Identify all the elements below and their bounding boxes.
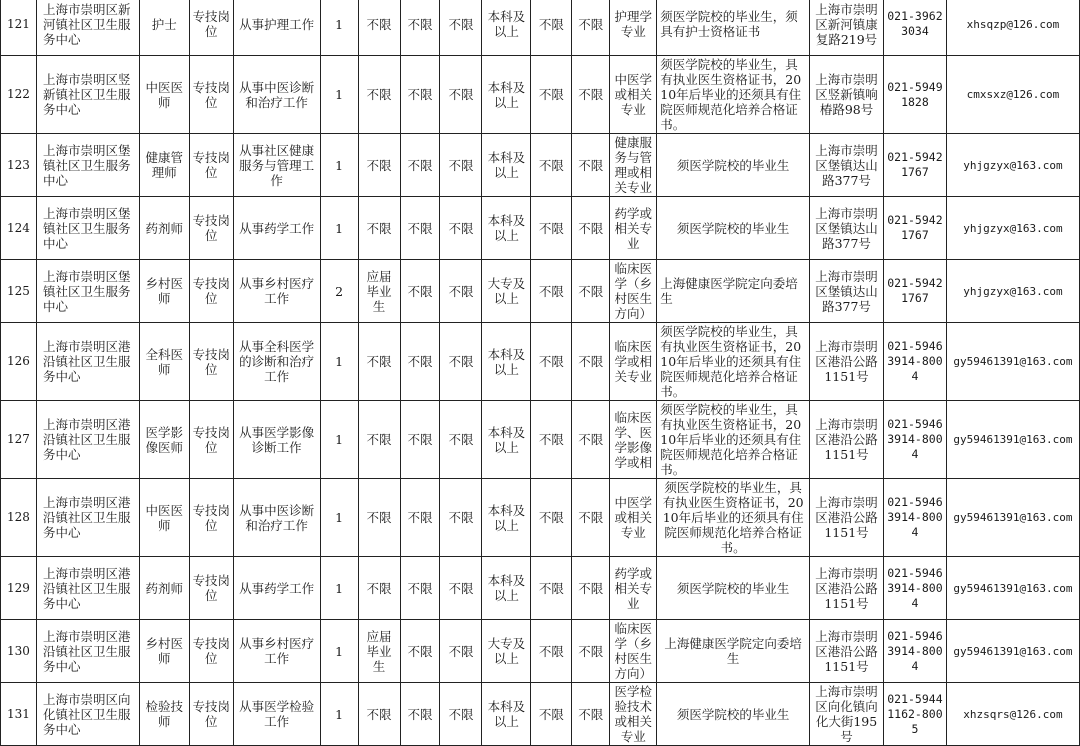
hire-count: 2 <box>320 260 358 323</box>
hire-count: 1 <box>320 323 358 401</box>
contact-address: 上海市崇明区港沿公路1151号 <box>810 479 884 557</box>
employer-unit: 上海市崇明区港沿镇社区卫生服务中心 <box>36 479 139 557</box>
requirement-cell: 应届毕业生 <box>358 260 400 323</box>
row-number: 127 <box>1 401 37 479</box>
job-duty: 从事中医诊断和治疗工作 <box>233 56 320 134</box>
education-level: 大专及以上 <box>482 620 531 683</box>
contact-email[interactable]: xhsqzp@126.com <box>946 0 1079 56</box>
education-level: 大专及以上 <box>482 260 531 323</box>
position-category: 专技岗位 <box>189 134 233 197</box>
row-number: 124 <box>1 197 37 260</box>
contact-address: 上海市崇明区向化镇向化大街195号 <box>810 683 884 746</box>
major-requirement: 药学或相关专业 <box>610 197 657 260</box>
position-name: 药剂师 <box>139 197 189 260</box>
other-requirements: 须医学院校的毕业生 <box>657 683 810 746</box>
major-requirement: 临床医学、医学影像学或相 <box>610 401 657 479</box>
requirement-cell: 不限 <box>400 323 440 401</box>
job-duty: 从事医学检验工作 <box>233 683 320 746</box>
requirement-cell: 不限 <box>358 56 400 134</box>
requirement-cell: 不限 <box>358 683 400 746</box>
major-requirement: 护理学专业 <box>610 0 657 56</box>
employer-unit: 上海市崇明区堡镇社区卫生服务中心 <box>36 260 139 323</box>
requirement-cell: 不限 <box>531 620 572 683</box>
education-level: 本科及以上 <box>482 0 531 56</box>
requirement-cell: 不限 <box>400 401 440 479</box>
job-duty: 从事全科医学的诊断和治疗工作 <box>233 323 320 401</box>
requirement-cell: 不限 <box>572 260 610 323</box>
position-category: 专技岗位 <box>189 479 233 557</box>
position-name: 医学影像医师 <box>139 401 189 479</box>
hire-count: 1 <box>320 134 358 197</box>
position-name: 中医医师 <box>139 479 189 557</box>
employer-unit: 上海市崇明区新河镇社区卫生服务中心 <box>36 0 139 56</box>
requirement-cell: 不限 <box>400 197 440 260</box>
table-row <box>1 620 1080 683</box>
contact-address: 上海市崇明区港沿公路1151号 <box>810 401 884 479</box>
contact-phone: 021-59441162-8005 <box>883 683 946 746</box>
job-duty: 从事护理工作 <box>233 0 320 56</box>
row-number: 122 <box>1 56 37 134</box>
requirement-cell: 不限 <box>440 56 482 134</box>
requirement-cell: 不限 <box>572 134 610 197</box>
requirement-cell: 不限 <box>440 557 482 620</box>
table-row <box>1 134 1080 197</box>
contact-phone: 021-59463914-8004 <box>883 401 946 479</box>
employer-unit: 上海市崇明区港沿镇社区卫生服务中心 <box>36 557 139 620</box>
major-requirement: 中医学或相关专业 <box>610 56 657 134</box>
requirement-cell: 不限 <box>572 479 610 557</box>
table-row <box>1 0 1080 56</box>
job-duty: 从事药学工作 <box>233 197 320 260</box>
table-row <box>1 401 1080 479</box>
requirement-cell: 不限 <box>400 620 440 683</box>
position-category: 专技岗位 <box>189 683 233 746</box>
other-requirements: 须医学院校的毕业生，具有执业医生资格证书，2010年后毕业的还须具有住院医师规范化培养合格证书。 <box>657 479 810 557</box>
contact-email[interactable]: yhjgzyx@163.com <box>946 197 1079 260</box>
employer-unit: 上海市崇明区堡镇社区卫生服务中心 <box>36 134 139 197</box>
contact-phone: 021-59463914-8004 <box>883 479 946 557</box>
other-requirements: 须医学院校的毕业生，具有执业医生资格证书，2010年后毕业的还须具有住院医师规范化培养合格证书。 <box>657 401 810 479</box>
table-row <box>1 557 1080 620</box>
table-row <box>1 683 1080 746</box>
requirement-cell: 不限 <box>531 479 572 557</box>
position-category: 专技岗位 <box>189 323 233 401</box>
job-duty: 从事医学影像诊断工作 <box>233 401 320 479</box>
education-level: 本科及以上 <box>482 557 531 620</box>
requirement-cell: 不限 <box>440 260 482 323</box>
job-duty: 从事社区健康服务与管理工作 <box>233 134 320 197</box>
position-name: 乡村医师 <box>139 260 189 323</box>
contact-address: 上海市崇明区港沿公路1151号 <box>810 557 884 620</box>
major-requirement: 临床医学（乡村医生方向） <box>610 620 657 683</box>
employer-unit: 上海市崇明区竖新镇社区卫生服务中心 <box>36 56 139 134</box>
contact-email[interactable]: yhjgzyx@163.com <box>946 260 1079 323</box>
requirement-cell: 不限 <box>440 0 482 56</box>
major-requirement: 药学或相关专业 <box>610 557 657 620</box>
requirement-cell: 不限 <box>572 683 610 746</box>
requirement-cell: 不限 <box>400 56 440 134</box>
major-requirement: 中医学或相关专业 <box>610 479 657 557</box>
employer-unit: 上海市崇明区港沿镇社区卫生服务中心 <box>36 323 139 401</box>
row-number: 123 <box>1 134 37 197</box>
position-category: 专技岗位 <box>189 620 233 683</box>
requirement-cell: 应届毕业生 <box>358 620 400 683</box>
other-requirements: 须医学院校的毕业生，具有执业医生资格证书，2010年后毕业的还须具有住院医师规范化培养合格证书。 <box>657 56 810 134</box>
contact-address: 上海市崇明区竖新镇响椿路98号 <box>810 56 884 134</box>
position-name: 中医医师 <box>139 56 189 134</box>
requirement-cell: 不限 <box>531 260 572 323</box>
contact-phone: 021-59421767 <box>883 134 946 197</box>
requirement-cell: 不限 <box>440 197 482 260</box>
position-name: 检验技师 <box>139 683 189 746</box>
job-duty: 从事中医诊断和治疗工作 <box>233 479 320 557</box>
hire-count: 1 <box>320 557 358 620</box>
requirement-cell: 不限 <box>400 479 440 557</box>
row-number: 126 <box>1 323 37 401</box>
requirement-cell: 不限 <box>358 557 400 620</box>
contact-phone: 021-59463914-8004 <box>883 557 946 620</box>
other-requirements: 须医学院校的毕业生，具有执业医生资格证书，2010年后毕业的还须具有住院医师规范化培养合格证书。 <box>657 323 810 401</box>
requirement-cell: 不限 <box>358 134 400 197</box>
major-requirement: 健康服务与管理或相关专业 <box>610 134 657 197</box>
hire-count: 1 <box>320 401 358 479</box>
position-category: 专技岗位 <box>189 56 233 134</box>
job-duty: 从事乡村医疗工作 <box>233 260 320 323</box>
row-number: 125 <box>1 260 37 323</box>
education-level: 本科及以上 <box>482 134 531 197</box>
requirement-cell: 不限 <box>531 134 572 197</box>
requirement-cell: 不限 <box>531 0 572 56</box>
table-row <box>1 197 1080 260</box>
requirement-cell: 不限 <box>531 323 572 401</box>
contact-email[interactable]: xhzsqrs@126.com <box>946 683 1079 746</box>
requirement-cell: 不限 <box>440 683 482 746</box>
hire-count: 1 <box>320 683 358 746</box>
major-requirement: 临床医学（乡村医生方向） <box>610 260 657 323</box>
position-name: 护士 <box>139 0 189 56</box>
position-name: 全科医师 <box>139 323 189 401</box>
requirement-cell: 不限 <box>440 323 482 401</box>
contact-address: 上海市崇明区港沿公路1151号 <box>810 323 884 401</box>
job-duty: 从事乡村医疗工作 <box>233 620 320 683</box>
major-requirement: 医学检验技术或相关专业 <box>610 683 657 746</box>
row-number: 129 <box>1 557 37 620</box>
position-name: 药剂师 <box>139 557 189 620</box>
hire-count: 1 <box>320 197 358 260</box>
requirement-cell: 不限 <box>531 56 572 134</box>
requirement-cell: 不限 <box>572 0 610 56</box>
requirement-cell: 不限 <box>358 0 400 56</box>
major-requirement: 临床医学或相关专业 <box>610 323 657 401</box>
job-duty: 从事药学工作 <box>233 557 320 620</box>
row-number: 128 <box>1 479 37 557</box>
table-row <box>1 323 1080 401</box>
requirement-cell: 不限 <box>531 683 572 746</box>
contact-phone: 021-59491828 <box>883 56 946 134</box>
requirement-cell: 不限 <box>400 683 440 746</box>
requirement-cell: 不限 <box>400 134 440 197</box>
contact-email[interactable]: gy59461391@163.com <box>946 620 1079 683</box>
contact-phone: 021-59421767 <box>883 260 946 323</box>
contact-phone: 021-39623034 <box>883 0 946 56</box>
contact-email[interactable]: gy59461391@163.com <box>946 479 1079 557</box>
row-number: 131 <box>1 683 37 746</box>
other-requirements: 须医学院校的毕业生 <box>657 197 810 260</box>
requirement-cell: 不限 <box>358 197 400 260</box>
requirement-cell: 不限 <box>358 401 400 479</box>
hire-count: 1 <box>320 479 358 557</box>
requirement-cell: 不限 <box>440 134 482 197</box>
education-level: 本科及以上 <box>482 197 531 260</box>
contact-address: 上海市崇明区堡镇达山路377号 <box>810 197 884 260</box>
requirement-cell: 不限 <box>572 56 610 134</box>
requirement-cell: 不限 <box>440 479 482 557</box>
requirement-cell: 不限 <box>358 323 400 401</box>
education-level: 本科及以上 <box>482 323 531 401</box>
row-number: 121 <box>1 0 37 56</box>
other-requirements: 须医学院校的毕业生 <box>657 134 810 197</box>
requirement-cell: 不限 <box>358 479 400 557</box>
contact-phone: 021-59463914-8004 <box>883 620 946 683</box>
employer-unit: 上海市崇明区向化镇社区卫生服务中心 <box>36 683 139 746</box>
position-name: 健康管理师 <box>139 134 189 197</box>
contact-email[interactable]: gy59461391@163.com <box>946 401 1079 479</box>
other-requirements: 须医学院校的毕业生 <box>657 557 810 620</box>
education-level: 本科及以上 <box>482 401 531 479</box>
position-category: 专技岗位 <box>189 197 233 260</box>
requirement-cell: 不限 <box>572 557 610 620</box>
requirement-cell: 不限 <box>400 0 440 56</box>
requirement-cell: 不限 <box>572 323 610 401</box>
row-number: 130 <box>1 620 37 683</box>
requirement-cell: 不限 <box>440 401 482 479</box>
education-level: 本科及以上 <box>482 683 531 746</box>
requirement-cell: 不限 <box>440 620 482 683</box>
hire-count: 1 <box>320 0 358 56</box>
employer-unit: 上海市崇明区港沿镇社区卫生服务中心 <box>36 620 139 683</box>
requirement-cell: 不限 <box>531 557 572 620</box>
employer-unit: 上海市崇明区堡镇社区卫生服务中心 <box>36 197 139 260</box>
hire-count: 1 <box>320 56 358 134</box>
position-category: 专技岗位 <box>189 0 233 56</box>
hire-count: 1 <box>320 620 358 683</box>
contact-address: 上海市崇明区堡镇达山路377号 <box>810 260 884 323</box>
requirement-cell: 不限 <box>572 197 610 260</box>
position-category: 专技岗位 <box>189 557 233 620</box>
contact-address: 上海市崇明区新河镇康复路219号 <box>810 0 884 56</box>
requirement-cell: 不限 <box>572 620 610 683</box>
other-requirements: 上海健康医学院定向委培生 <box>657 620 810 683</box>
requirement-cell: 不限 <box>400 260 440 323</box>
requirement-cell: 不限 <box>400 557 440 620</box>
contact-email[interactable]: cmxsxz@126.com <box>946 56 1079 134</box>
contact-phone: 021-59463914-8004 <box>883 323 946 401</box>
contact-email[interactable]: yhjgzyx@163.com <box>946 134 1079 197</box>
contact-phone: 021-59421767 <box>883 197 946 260</box>
table-row <box>1 56 1080 134</box>
requirement-cell: 不限 <box>572 401 610 479</box>
table-row <box>1 479 1080 557</box>
requirement-cell: 不限 <box>531 401 572 479</box>
education-level: 本科及以上 <box>482 479 531 557</box>
position-name: 乡村医师 <box>139 620 189 683</box>
requirement-cell: 不限 <box>531 197 572 260</box>
employer-unit: 上海市崇明区港沿镇社区卫生服务中心 <box>36 401 139 479</box>
contact-address: 上海市崇明区堡镇达山路377号 <box>810 134 884 197</box>
contact-email[interactable]: gy59461391@163.com <box>946 557 1079 620</box>
contact-address: 上海市崇明区港沿公路1151号 <box>810 620 884 683</box>
contact-email[interactable]: gy59461391@163.com <box>946 323 1079 401</box>
position-category: 专技岗位 <box>189 401 233 479</box>
table-row <box>1 260 1080 323</box>
education-level: 本科及以上 <box>482 56 531 134</box>
other-requirements: 须医学院校的毕业生，须具有护士资格证书 <box>657 0 810 56</box>
position-category: 专技岗位 <box>189 260 233 323</box>
other-requirements: 上海健康医学院定向委培生 <box>657 260 810 323</box>
